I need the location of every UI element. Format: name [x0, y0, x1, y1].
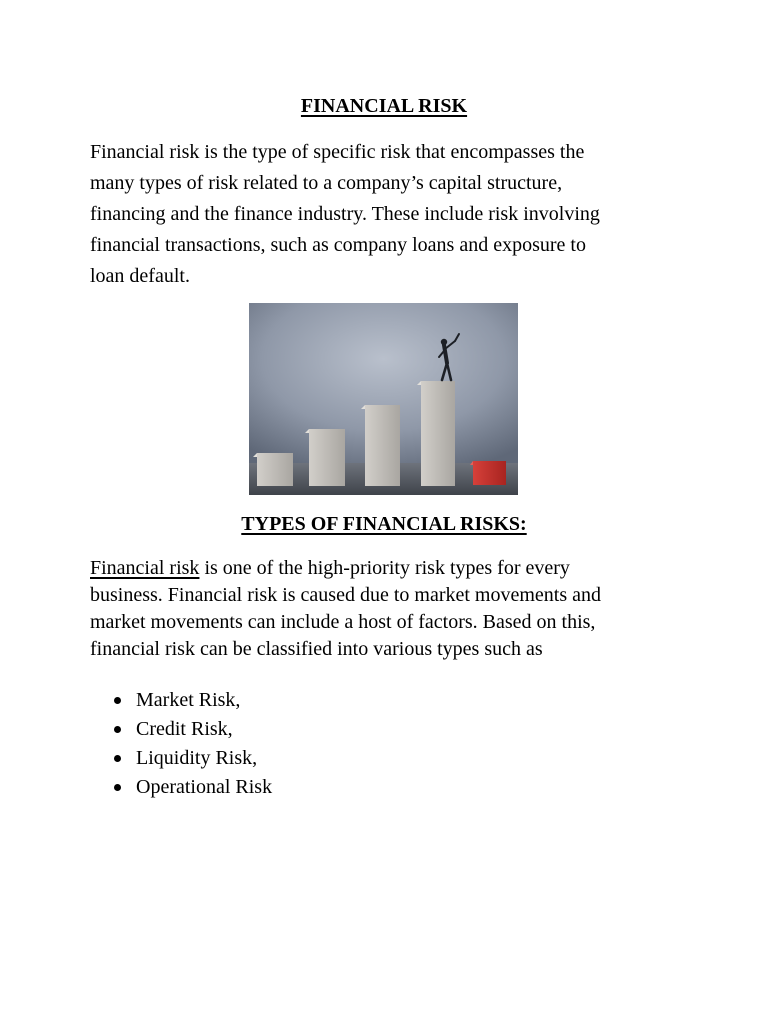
list-item-label: Liquidity Risk, [136, 747, 258, 769]
list-item [90, 686, 272, 715]
list-item [90, 773, 272, 802]
intro-line: many types of risk related to a company’s capital structure, [90, 172, 563, 194]
bullet-icon [114, 784, 121, 791]
intro-paragraph [90, 137, 690, 292]
page-title: FINANCIAL RISK [300, 95, 468, 117]
intro-line: financial transactions, such as company loans and exposure to [90, 234, 586, 256]
bullet-icon [114, 726, 121, 733]
types-line [90, 555, 690, 582]
bullet-icon [114, 697, 121, 704]
intro-line: financing and the finance industry. These include risk involving [90, 203, 600, 225]
types-line: business. Financial risk is caused due to market movements and [90, 584, 602, 606]
intro-line: Financial risk is the type of specific risk that encompasses the [90, 141, 585, 163]
intro-line: loan default. [90, 265, 190, 287]
bullet-icon [114, 755, 121, 762]
financial-risk-link[interactable]: Financial risk [90, 557, 200, 579]
list-item-label: Market Risk, [136, 689, 241, 711]
types-line: market movements can include a host of factors. Based on this, [90, 611, 596, 633]
section-heading: TYPES OF FINANCIAL RISKS: [241, 513, 527, 535]
types-paragraph [90, 555, 690, 663]
types-line: financial risk can be classified into various types such as [90, 638, 543, 660]
financial-risk-illustration [249, 303, 518, 495]
list-item [90, 715, 272, 744]
list-item [90, 744, 272, 773]
risk-types-list [90, 686, 272, 802]
list-item-label: Credit Risk, [136, 718, 233, 740]
types-line-rest: is one of the high-priority risk types for every [199, 557, 570, 579]
list-item-label: Operational Risk [136, 776, 273, 798]
